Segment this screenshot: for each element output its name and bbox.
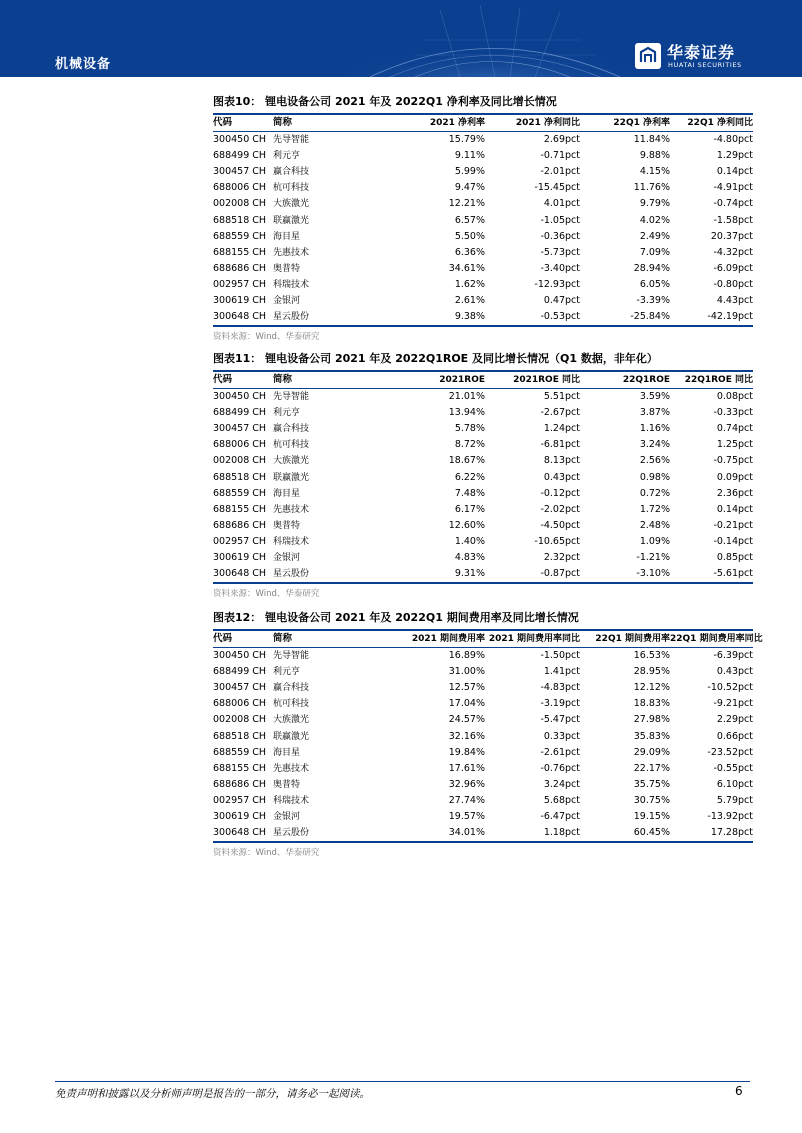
cell-value-1: 24.57% (448, 714, 485, 726)
cell-value-3: 7.09% (639, 246, 670, 258)
cell-name: 金银河 (273, 296, 301, 307)
cell-value-3: 0.98% (639, 471, 670, 483)
page-number: 6 (735, 1084, 743, 1098)
logo-english-name: HUATAI SECURITIES (668, 61, 742, 69)
cell-value-2: -4.50pct (540, 519, 580, 531)
cell-value-1: 6.22% (454, 471, 485, 483)
cell-value-1: 16.89% (448, 650, 485, 662)
cell-value-4: 20.37pct (710, 230, 753, 242)
header-value-3: 22Q1 期间费用率 (595, 634, 670, 644)
cell-value-4: 0.85pct (716, 552, 753, 564)
cell-value-1: 5.50% (454, 230, 485, 242)
cell-value-3: 18.83% (633, 698, 670, 710)
cell-value-3: 1.72% (639, 503, 670, 515)
cell-value-3: 2.48% (639, 519, 670, 531)
cell-code: 688559 CH (213, 746, 267, 758)
cell-name: 先导智能 (273, 651, 310, 662)
cell-name: 奥普特 (273, 779, 301, 790)
cell-value-2: -2.02pct (540, 503, 580, 515)
cell-value-2: -1.50pct (540, 650, 580, 662)
cell-value-1: 17.61% (448, 762, 485, 774)
cell-code: 300450 CH (213, 650, 267, 662)
cell-value-4: -10.52pct (707, 682, 753, 694)
cell-value-2: 0.33pct (543, 730, 580, 742)
cell-code: 002957 CH (213, 535, 267, 547)
header-code: 代码 (213, 117, 233, 128)
table-source-note: 资料来源：Wind、华泰研究 (213, 589, 320, 600)
cell-value-1: 6.36% (454, 246, 485, 258)
cell-value-3: 12.12% (633, 682, 670, 694)
table-row (213, 696, 753, 712)
cell-value-3: 9.79% (639, 198, 670, 210)
cell-name: 先导智能 (273, 135, 310, 146)
cell-value-4: -9.21pct (713, 698, 753, 710)
table-row (213, 486, 753, 502)
cell-value-2: 5.68pct (543, 794, 580, 806)
cell-value-3: 11.84% (633, 134, 670, 146)
table-row (213, 148, 753, 164)
table-row (213, 261, 753, 277)
cell-value-3: 29.09% (633, 746, 670, 758)
cell-code: 688518 CH (213, 471, 267, 483)
cell-value-3: -1.21% (636, 552, 670, 564)
table-row (213, 405, 753, 421)
cell-value-1: 8.72% (454, 439, 485, 451)
cell-value-4: 2.29pct (716, 714, 753, 726)
cell-code: 002008 CH (213, 714, 267, 726)
cell-value-3: 22.17% (633, 762, 670, 774)
table-row (213, 729, 753, 745)
cell-value-1: 19.57% (448, 811, 485, 823)
table-row (213, 437, 753, 453)
table-header-row (213, 115, 753, 132)
table-row (213, 648, 753, 664)
header-name: 简称 (273, 117, 293, 128)
cell-code: 688499 CH (213, 150, 267, 162)
header-value-3: 22Q1ROE (622, 375, 670, 385)
cell-name: 联赢激光 (273, 215, 310, 226)
table-row (213, 132, 753, 148)
cell-name: 先惠技术 (273, 763, 310, 774)
cell-value-1: 34.61% (448, 262, 485, 274)
cell-value-4: 0.08pct (716, 391, 753, 403)
cell-code: 300619 CH (213, 811, 267, 823)
cell-code: 300648 CH (213, 827, 267, 839)
cell-value-4: 1.25pct (716, 439, 753, 451)
cell-value-1: 12.57% (448, 682, 485, 694)
cell-value-2: -0.71pct (540, 150, 580, 162)
table-row (213, 566, 753, 584)
cell-code: 688155 CH (213, 246, 267, 258)
cell-name: 科瑞技术 (273, 795, 310, 806)
cell-value-1: 5.99% (454, 166, 485, 178)
cell-name: 奥普特 (273, 520, 301, 531)
cell-value-1: 12.60% (448, 519, 485, 531)
cell-value-2: -0.87pct (540, 568, 580, 580)
cell-value-3: 6.05% (639, 278, 670, 290)
cell-value-4: -23.52pct (707, 746, 753, 758)
cell-name: 海目星 (273, 488, 301, 499)
header-value-4: 22Q1 净利同比 (687, 118, 753, 128)
cell-name: 金银河 (273, 553, 301, 564)
cell-value-2: -6.47pct (540, 811, 580, 823)
cell-value-1: 9.38% (454, 311, 485, 323)
cell-name: 联赢激光 (273, 731, 310, 742)
cell-value-3: 27.98% (633, 714, 670, 726)
cell-value-1: 34.01% (448, 827, 485, 839)
cell-value-4: 4.43pct (716, 295, 753, 307)
cell-value-3: 4.02% (639, 214, 670, 226)
cell-value-3: 4.15% (639, 166, 670, 178)
cell-value-4: 5.79pct (716, 794, 753, 806)
cell-code: 002957 CH (213, 794, 267, 806)
cell-value-1: 9.11% (454, 150, 485, 162)
cell-code: 002957 CH (213, 278, 267, 290)
table-expense-ratio (213, 609, 763, 859)
cell-name: 奥普特 (273, 263, 301, 274)
cell-value-4: 0.43pct (716, 666, 753, 678)
cell-value-2: 1.41pct (543, 666, 580, 678)
cell-value-3: 35.75% (633, 778, 670, 790)
table-row (213, 421, 753, 437)
footer-divider (55, 1081, 750, 1082)
cell-value-4: 6.10pct (716, 778, 753, 790)
header-decoration-graphic (330, 0, 660, 77)
cell-value-2: -12.93pct (534, 278, 580, 290)
cell-name: 大族激光 (273, 456, 310, 467)
cell-value-4: 0.14pct (716, 503, 753, 515)
cell-name: 杭可科技 (273, 440, 310, 451)
table-row (213, 293, 753, 309)
cell-code: 688499 CH (213, 666, 267, 678)
table-row (213, 196, 753, 212)
cell-value-3: 11.76% (633, 182, 670, 194)
header-value-1: 2021 净利率 (429, 118, 485, 128)
cell-name: 利元亨 (273, 408, 301, 419)
cell-code: 300648 CH (213, 568, 267, 580)
table-row (213, 389, 753, 405)
table-row (213, 534, 753, 550)
table-header-row (213, 631, 763, 648)
cell-name: 先导智能 (273, 392, 310, 403)
cell-value-4: -1.58pct (713, 214, 753, 226)
cell-value-3: 3.87% (639, 407, 670, 419)
cell-value-4: -4.32pct (713, 246, 753, 258)
section-label: 机械设备 (55, 57, 112, 72)
cell-value-2: -3.40pct (540, 262, 580, 274)
cell-value-2: 5.51pct (543, 391, 580, 403)
cell-value-4: 1.29pct (716, 150, 753, 162)
cell-code: 688006 CH (213, 439, 267, 451)
cell-name: 大族激光 (273, 199, 310, 210)
cell-value-4: 17.28pct (710, 827, 753, 839)
table-title: 图表11： 锂电设备公司 2021 年及 2022Q1ROE 及同比增长情况（Q1 数据，非年化） (213, 350, 753, 372)
cell-value-2: -0.36pct (540, 230, 580, 242)
cell-code: 300619 CH (213, 295, 267, 307)
cell-value-1: 19.84% (448, 746, 485, 758)
table-row (213, 470, 753, 486)
cell-name: 联赢激光 (273, 472, 310, 483)
table-row (213, 761, 753, 777)
cell-name: 杭可科技 (273, 699, 310, 710)
cell-name: 杭可科技 (273, 183, 310, 194)
table-row (213, 793, 753, 809)
cell-value-3: 2.49% (639, 230, 670, 242)
cell-value-4: 2.36pct (716, 487, 753, 499)
header-code: 代码 (213, 374, 233, 385)
table-source-note: 资料来源：Wind、华泰研究 (213, 848, 320, 859)
cell-value-1: 13.94% (448, 407, 485, 419)
cell-name: 海目星 (273, 231, 301, 242)
cell-value-4: -0.14pct (713, 535, 753, 547)
cell-value-2: -5.73pct (540, 246, 580, 258)
cell-value-2: -10.65pct (534, 535, 580, 547)
table-row (213, 664, 753, 680)
footer-disclaimer: 免责声明和披露以及分析师声明是报告的一部分，请务必一起阅读。 (55, 1088, 370, 1100)
cell-value-2: 1.24pct (543, 423, 580, 435)
cell-value-4: -4.80pct (713, 134, 753, 146)
cell-value-3: -3.39% (636, 295, 670, 307)
cell-value-4: -5.61pct (713, 568, 753, 580)
cell-code: 688006 CH (213, 182, 267, 194)
cell-value-3: -25.84% (630, 311, 670, 323)
cell-value-1: 12.21% (448, 198, 485, 210)
cell-value-1: 2.61% (454, 295, 485, 307)
header-value-1: 2021 期间费用率 (411, 634, 485, 644)
cell-value-3: 1.09% (639, 535, 670, 547)
cell-code: 300450 CH (213, 134, 267, 146)
cell-name: 星云股份 (273, 312, 310, 323)
cell-code: 300457 CH (213, 423, 267, 435)
header-name: 简称 (273, 633, 293, 644)
cell-value-2: 1.18pct (543, 827, 580, 839)
table-roe (213, 350, 753, 599)
cell-value-4: -0.21pct (713, 519, 753, 531)
cell-value-2: -3.19pct (540, 698, 580, 710)
cell-value-2: 0.43pct (543, 471, 580, 483)
cell-value-3: 1.16% (639, 423, 670, 435)
cell-value-2: -0.76pct (540, 762, 580, 774)
table-row (213, 180, 753, 196)
cell-value-1: 5.78% (454, 423, 485, 435)
cell-value-3: 19.15% (633, 811, 670, 823)
cell-code: 688686 CH (213, 262, 267, 274)
cell-value-4: -0.80pct (713, 278, 753, 290)
cell-value-1: 1.40% (454, 535, 485, 547)
cell-name: 星云股份 (273, 828, 310, 839)
table-row (213, 809, 753, 825)
cell-value-2: -2.01pct (540, 166, 580, 178)
cell-code: 688155 CH (213, 503, 267, 515)
header-value-3: 22Q1 净利率 (613, 118, 670, 128)
table-row (213, 213, 753, 229)
cell-name: 金银河 (273, 812, 301, 823)
cell-value-1: 31.00% (448, 666, 485, 678)
table-row (213, 518, 753, 534)
cell-value-3: 9.88% (639, 150, 670, 162)
cell-value-3: 3.24% (639, 439, 670, 451)
cell-code: 300648 CH (213, 311, 267, 323)
cell-value-1: 32.96% (448, 778, 485, 790)
cell-value-2: 4.01pct (543, 198, 580, 210)
cell-value-4: 0.74pct (716, 423, 753, 435)
cell-name: 大族激光 (273, 715, 310, 726)
header-value-2: 2021 期间费用率同比 (488, 634, 580, 644)
cell-code: 002008 CH (213, 198, 267, 210)
cell-code: 300457 CH (213, 682, 267, 694)
cell-value-1: 18.67% (448, 455, 485, 467)
cell-value-2: -2.67pct (540, 407, 580, 419)
cell-value-4: -0.75pct (713, 455, 753, 467)
cell-value-3: 30.75% (633, 794, 670, 806)
cell-value-1: 21.01% (448, 391, 485, 403)
cell-value-2: 8.13pct (543, 455, 580, 467)
cell-name: 利元亨 (273, 151, 301, 162)
cell-value-4: -0.55pct (713, 762, 753, 774)
table-row (213, 245, 753, 261)
cell-code: 688155 CH (213, 762, 267, 774)
cell-code: 300619 CH (213, 552, 267, 564)
cell-value-4: 0.09pct (716, 471, 753, 483)
table-title: 图表10： 锂电设备公司 2021 年及 2022Q1 净利率及同比增长情况 (213, 93, 753, 115)
header-value-1: 2021ROE (439, 375, 485, 385)
cell-value-3: 60.45% (633, 827, 670, 839)
cell-value-2: -1.05pct (540, 214, 580, 226)
table-row (213, 164, 753, 180)
cell-value-1: 7.48% (454, 487, 485, 499)
cell-value-3: 2.56% (639, 455, 670, 467)
cell-name: 先惠技术 (273, 247, 310, 258)
cell-value-1: 6.17% (454, 503, 485, 515)
cell-name: 科瑞技术 (273, 279, 310, 290)
cell-code: 688518 CH (213, 730, 267, 742)
cell-value-2: -5.47pct (540, 714, 580, 726)
header-name: 简称 (273, 374, 293, 385)
cell-value-1: 6.57% (454, 214, 485, 226)
header-value-2: 2021 净利同比 (515, 118, 580, 128)
table-row (213, 825, 753, 843)
cell-code: 688518 CH (213, 214, 267, 226)
cell-value-2: -15.45pct (534, 182, 580, 194)
header-code: 代码 (213, 633, 233, 644)
cell-value-4: -6.39pct (713, 650, 753, 662)
cell-value-3: 3.59% (639, 391, 670, 403)
table-row (213, 502, 753, 518)
cell-name: 利元亨 (273, 667, 301, 678)
cell-value-1: 1.62% (454, 278, 485, 290)
table-header-row (213, 372, 753, 389)
cell-value-2: 2.32pct (543, 552, 580, 564)
cell-value-3: 0.72% (639, 487, 670, 499)
table-row (213, 550, 753, 566)
cell-value-1: 4.83% (454, 552, 485, 564)
cell-value-2: -0.53pct (540, 311, 580, 323)
table-row (213, 777, 753, 793)
huatai-logo (634, 42, 754, 74)
cell-name: 先惠技术 (273, 504, 310, 515)
cell-value-2: 3.24pct (543, 778, 580, 790)
table-row (213, 229, 753, 245)
cell-value-2: -4.83pct (540, 682, 580, 694)
header-value-2: 2021ROE 同比 (513, 375, 580, 385)
table-row (213, 680, 753, 696)
cell-code: 688686 CH (213, 519, 267, 531)
cell-code: 688559 CH (213, 487, 267, 499)
table-row (213, 712, 753, 728)
table-title: 图表12： 锂电设备公司 2021 年及 2022Q1 期间费用率及同比增长情况 (213, 609, 753, 631)
cell-value-1: 17.04% (448, 698, 485, 710)
table-row (213, 453, 753, 469)
page-header (0, 0, 802, 77)
cell-value-4: -6.09pct (713, 262, 753, 274)
header-value-4: 22Q1 期间费用率同比 (670, 634, 763, 644)
cell-code: 688499 CH (213, 407, 267, 419)
table-net-margin (213, 93, 753, 342)
cell-value-1: 15.79% (448, 134, 485, 146)
table-row (213, 745, 753, 761)
cell-value-3: 16.53% (633, 650, 670, 662)
cell-code: 002008 CH (213, 455, 267, 467)
cell-value-4: -4.91pct (713, 182, 753, 194)
logo-chinese-name: 华泰证券 (667, 43, 736, 62)
table-source-note: 资料来源：Wind、华泰研究 (213, 332, 320, 343)
cell-value-2: -0.12pct (540, 487, 580, 499)
cell-value-3: 35.83% (633, 730, 670, 742)
table-row (213, 309, 753, 327)
cell-value-4: -0.74pct (713, 198, 753, 210)
cell-value-1: 9.31% (454, 568, 485, 580)
cell-name: 赢合科技 (273, 424, 310, 435)
cell-name: 科瑞技术 (273, 536, 310, 547)
cell-value-2: -6.81pct (540, 439, 580, 451)
cell-name: 赢合科技 (273, 167, 310, 178)
cell-value-4: -42.19pct (707, 311, 753, 323)
header-value-4: 22Q1ROE 同比 (684, 375, 753, 385)
cell-code: 300450 CH (213, 391, 267, 403)
table-row (213, 277, 753, 293)
cell-value-2: -2.61pct (540, 746, 580, 758)
cell-value-3: 28.95% (633, 666, 670, 678)
cell-code: 300457 CH (213, 166, 267, 178)
cell-name: 星云股份 (273, 569, 310, 580)
cell-code: 688559 CH (213, 230, 267, 242)
cell-code: 688686 CH (213, 778, 267, 790)
cell-value-1: 32.16% (448, 730, 485, 742)
cell-value-4: 0.14pct (716, 166, 753, 178)
cell-value-4: 0.66pct (716, 730, 753, 742)
cell-value-3: -3.10% (636, 568, 670, 580)
huatai-logo-icon (634, 42, 662, 70)
cell-value-3: 28.94% (633, 262, 670, 274)
cell-code: 688006 CH (213, 698, 267, 710)
cell-value-4: -13.92pct (707, 811, 753, 823)
cell-value-2: 2.69pct (543, 134, 580, 146)
cell-name: 海目星 (273, 747, 301, 758)
cell-value-2: 0.47pct (543, 295, 580, 307)
cell-value-1: 27.74% (448, 794, 485, 806)
cell-value-4: -0.33pct (713, 407, 753, 419)
cell-value-1: 9.47% (454, 182, 485, 194)
cell-name: 赢合科技 (273, 683, 310, 694)
